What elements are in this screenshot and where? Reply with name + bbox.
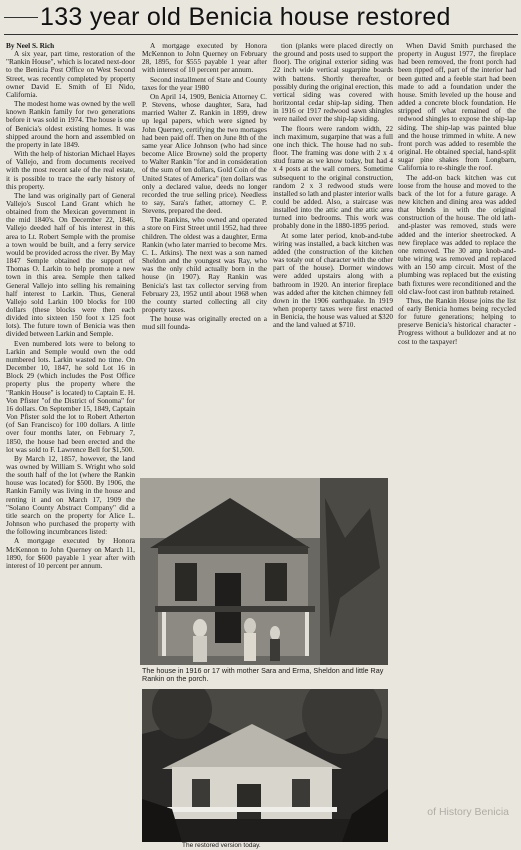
article-paragraph: A mortgage executed by Honora McKennon to John Querney on March 11, 1890, for $600 payable 1 year after with interest of 10 percent per annum.	[6, 536, 135, 570]
historic-photo-caption: The house in 1916 or 17 with mother Sara and Erma, Sheldon and little Ray Rankin on the porch.	[142, 666, 384, 684]
article-paragraph: By March 12, 1857, however, the land was owned by William S. Wright who sold the south half of the lot (where the Rankin house was located) for $500. By 1906, the Rankin Family was living in the house and renting it and on March 17, 1909 the "Solano County Abstract Company" did a title search on the property for Alice L. Johnson who purchased the property with the following incumbrances listed:	[6, 453, 135, 537]
article-paragraph: The add-on back kitchen was cut loose from the house and moved to the back of the lot for a future garage. A new kitchen and dining area was added that blends in with the original construction of the house. The old lath-and-plaster was removed, studs were added and the interior sheetrocked. A new fireplace was added to replace the one removed. The 30 amp knob-and-tube wiring was removed and replaced with an 150 amp circuit. Most of the plumbing was replaced but the existing bath fixtures were reconditioned and the old claw-foot cast iron bathtub retained.	[398, 172, 516, 296]
article-paragraph: At some later period, knob-and-tube wiring was installed, a back kitchen was added (the construction of the kitchen was totaly out of character with the other part of the house). Dormer windows were added upstairs along with a bathroom in 1920. An interior fireplace was added after the kitchen chimney fell down in the 1906 earthquake. In 1919 when property taxes were first enacted in Benicia, the house was valued at $320 and the land valued at $710.	[273, 230, 393, 330]
article-paragraph: A six year, part time, restoration of the "Rankin House", which is located next-door to the Benicia Post Office on West Second Street, was recently completed by property owner David E. Smith of El Nido, California.	[6, 49, 135, 99]
article-paragraph: When David Smith purchased the property in August 1977, the fireplace had been removed, the front porch had been ripped off, part of the interior had been gutted and a feeble start had been made to add a foundation under the house. Smith leveled up the house and added a concrete block foundation. He stripped off what remained of the redwood shingles to expose the ship-lap siding. The ship-lap was painted blue and the house trimmed in white. A new front porch was added to resemble the original. He obtained special, hand-split sugar pine shakes from Longbarn, California to re-shingle the roof.	[398, 42, 516, 173]
restored-photo-caption: The restored version today.	[182, 842, 261, 849]
article-paragraph: Even numbered lots were to belong to Larkin and Semple would own the odd numbered lots. Larkin wasted no time. On December 10, 1847, he sold Lot 16 in Block 29 (which includes the Post Office property plus the property where the "Rankin House" is located) to Captain E. H. Von Pfister "of the District of Sonoma" for 16 dollars. On September 15, 1849, Captain Von Pfister sold the lot to Robert Atherton (of San Francisco) for 100 dollars. A little over four months later, on February 7, 1850, the house had been erected and the lot was sold to F. Lawrence Bell for $1,500.	[6, 338, 135, 454]
article-paragraph: Second installment of State and County taxes for the year 1980	[142, 74, 267, 92]
article-paragraph: The Rankins, who owned and operated a store on First Street until 1952, had three children. The oldest was a daughter, Erma Rankin (who later married to become Mrs. C. L. Atkins). The next was a son named Sheldon and the youngest was Ray, who was the only child actually born in the house (in 1907). Ray Rankin was Benicia's last tax collector serving from February 23, 1952 until about 1968 when the county started collecting all city property taxes.	[142, 215, 267, 314]
article-paragraph: The house was originally erected on a mud sill founda-	[142, 314, 267, 332]
headline: 133 year old Benicia house restored	[40, 3, 451, 31]
article-column-4	[398, 42, 516, 474]
article-paragraph: A mortgage executed by Honora McKennon to John Querney on February 28, 1895, for $555 payable 1 year after with interest of 10 percent per annum.	[142, 42, 267, 75]
article-paragraph: The modest home was owned by the well known Rankin family for two generations before it was sold in 1974. The house is one of Benicia's oldest existing homes. It was shipped around the horn and assembled on the property in late 1849.	[6, 99, 135, 149]
restored-house-photo	[142, 689, 388, 842]
article-paragraph: Thus, the Rankin House joins the list of early Benicia homes being recycled for future generations; helping to preserve Benicia's historical character - Progress without a bulldozer and at no cost to the taxpayer!	[398, 295, 516, 346]
article-column-2	[142, 42, 267, 474]
headline-rule-bottom	[4, 34, 518, 35]
article-paragraph: The floors were random width, 22 inch maximum, sugarpine that was a full one inch thick. The house had no sub-floor. The framing was done with 2 x 4 stud frame as we know today, but had 4 x 4 posts at the wall corners. Sometime subsequent to the original construction, random 2 x 3 redwood studs were installed so lath and plaster interior walls could be added. Also, a staircase was installed into the attic and the attic area turned into bedrooms. This work was probably done in the 1880-1895 period.	[273, 123, 393, 231]
article-paragraph: With the help of historian Michael Hayes of Vallejo, and from documents received with the most recent sale of the real estate, it is possible to trace the early history of this property.	[6, 149, 135, 191]
watermark: of History Benicia	[427, 806, 509, 818]
headline-rule-left	[4, 17, 38, 18]
article-paragraph: tion (planks were placed directly on the ground and posts used to support the floor). The original exterior siding was 22 inch wide vertical sugarpine boards with battens. Shortly thereafter, or possibly during the original erection, this vertical siding was covered with horitzontal cedar ship-lap siding. Then in 1916 or 1917 redwood sawn shingles were nailed over the ship-lap siding.	[273, 42, 393, 124]
byline: By Neel S. Rich	[6, 42, 55, 50]
article-column-3	[273, 42, 393, 474]
historic-house-photo	[140, 478, 388, 665]
article-paragraph: On April 14, 1909, Benicia Attorney C. P. Stevens, whose daughter, Sara, had married Walter Z. Rankin in 1899, drew up legal papers, which were signed by John Querney, certifying the two mortages had been paid off. Then on June 8th of the same year Alice Johnson (who had since become Alice Browne) sold the property to Walter Rankin "for and in consideration of the sum of ten dollars, Gold Coin of the United States of America" (ten dollars was only a declared value, deeds no longer recorded the true selling price). Needless to say, Sara's father, attorney C. P. Stevens, prepared the deed.	[142, 91, 267, 216]
article-paragraph: The land was originally part of General Vallejo's Suscol Land Grant which he obtained from the Mexican government in the mid 1840's. On December 22, 1846, Vallejo deeded half of his interest in this area to Lt. Robert Semple with the promise a town would be built, and a ferry service would be provided across the river. By May 1847 Semple obtained the support of Thomas O. Larkin to help promote a new town in this area. Semple then talked General Vallejo into selling his remaining half interest to Larkin. Thus, General Vallejo sold Larkin 100 blocks for 100 dollars (these blocks were then each divided into sixteen 150 foot x 125 foot lots). The future town of Benicia was then divided between Larkin and Semple.	[6, 190, 135, 339]
restored-house-photo-image	[142, 689, 388, 842]
article-column-1	[6, 42, 135, 842]
historic-house-photo-image	[140, 478, 388, 665]
